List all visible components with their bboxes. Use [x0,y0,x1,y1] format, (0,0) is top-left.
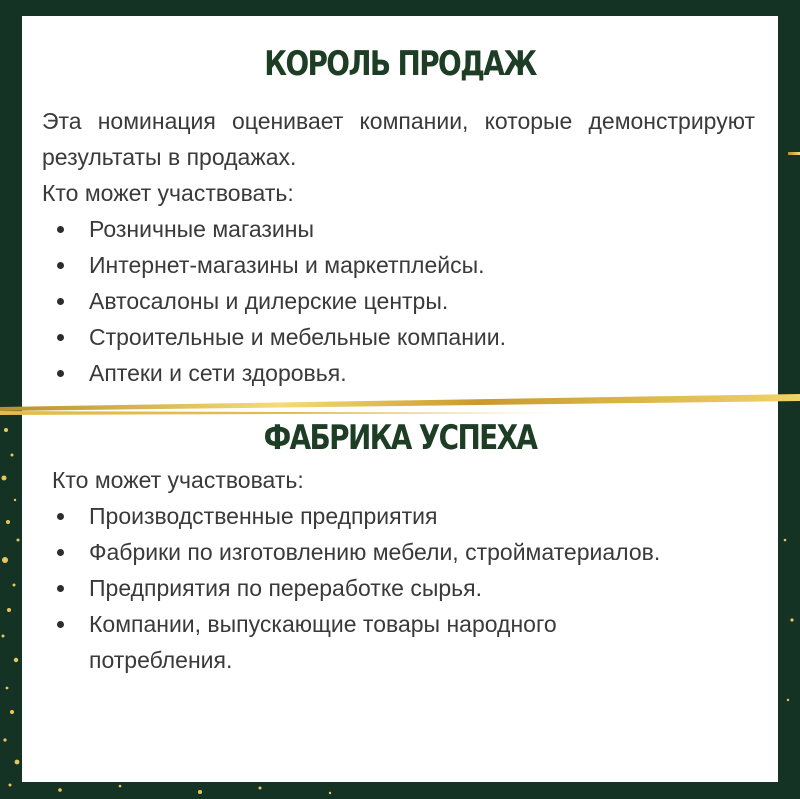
bullet-icon [57,226,64,233]
section-description: Эта номинация оценивает компании, которые демонстрируют результаты в продажах. [42,108,755,170]
list-item-text: Компании, выпускающие товары народного потребления. [89,611,557,673]
bullet-icon [57,262,64,269]
section-title-king-of-sales: КОРОЛЬ ПРОДАЖ [264,44,536,84]
list-item [55,211,695,247]
list-item-text: Аптеки и сети здоровья. [89,360,347,386]
list-item [55,570,695,606]
section-title-factory-of-success: ФАБРИКА УСПЕХА [263,418,537,458]
list-item [55,606,695,678]
list-item [55,247,695,283]
participants-label: Кто может участвовать: [42,180,294,206]
list-item-text: Интернет-магазины и маркетплейсы. [89,252,485,278]
list-item [55,355,695,391]
list-item-text: Предприятия по переработке сырья. [89,575,482,601]
bullet-icon [57,621,64,628]
list-item-text: Производственные предприятия [89,503,438,529]
list-item-text: Фабрики по изготовлению мебели, стройматериалов. [89,539,661,565]
participants-list [55,498,695,678]
bullet-icon [57,585,64,592]
bullet-icon [57,298,64,305]
list-item-text: Автосалоны и дилерские центры. [89,288,449,314]
bullet-icon [57,334,64,341]
bullet-icon [57,549,64,556]
list-item [55,534,695,570]
list-item-text: Розничные магазины [89,216,315,242]
participants-list [55,211,695,391]
participants-label: Кто может участвовать: [52,467,304,493]
gold-dash-decoration [788,152,800,155]
bullet-icon [57,370,64,377]
list-item [55,498,695,534]
list-item-text: Строительные и мебельные компании. [89,324,506,350]
list-item [55,319,695,355]
list-item [55,283,695,319]
bullet-icon [57,513,64,520]
